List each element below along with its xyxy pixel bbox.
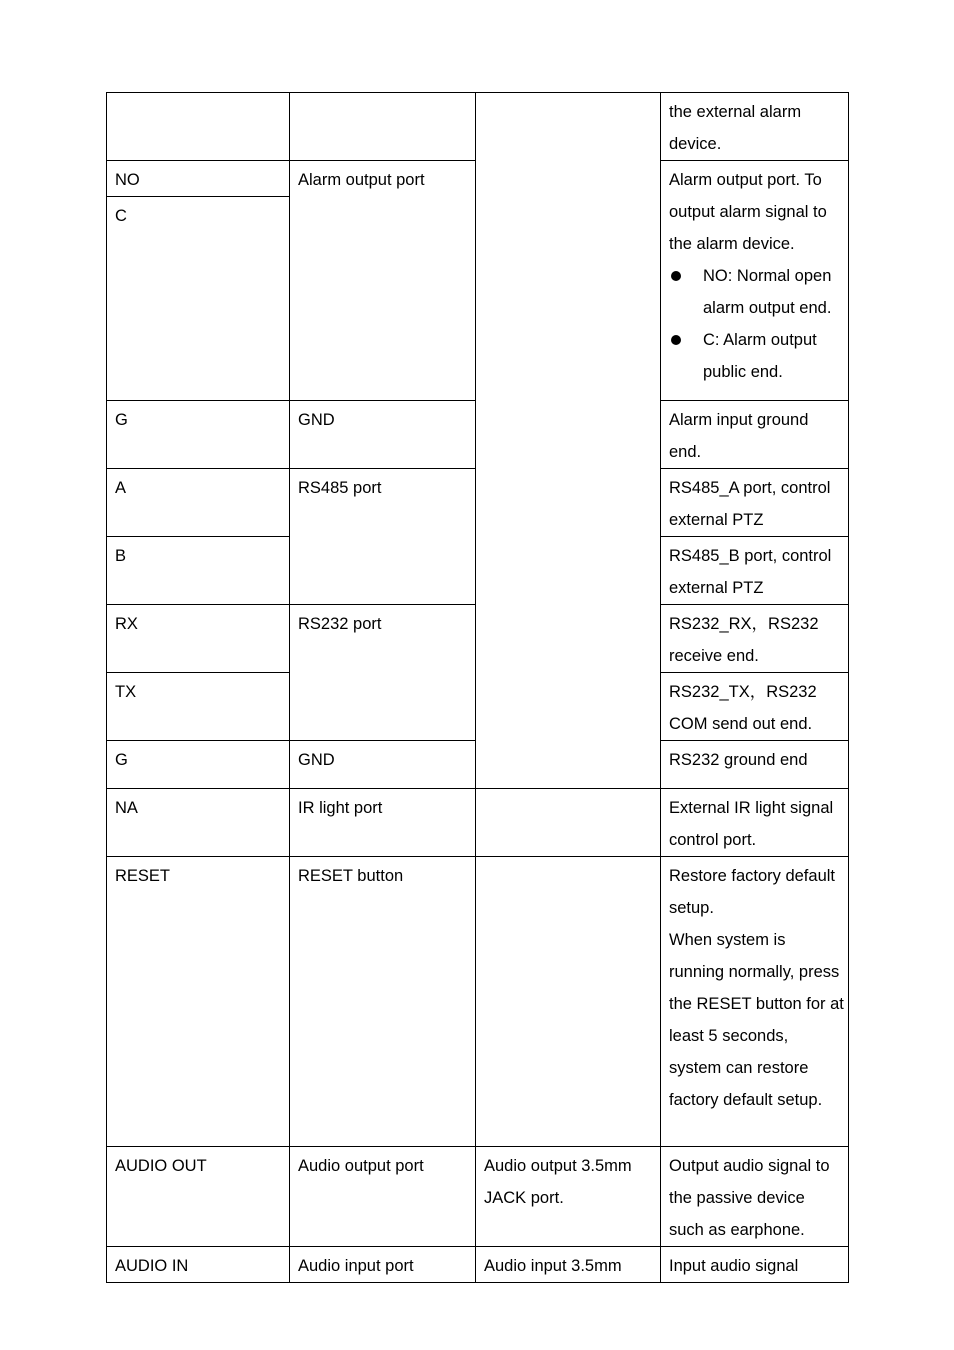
- connection-cell: Audio output 3.5mm JACK port.: [476, 1147, 661, 1247]
- port-name-cell: AUDIO IN: [107, 1247, 290, 1283]
- bullet-list: [669, 260, 844, 388]
- port-name-cell: TX: [107, 673, 290, 741]
- port-description-cell: RS485_B port, control external PTZ: [661, 537, 849, 605]
- table-row: [107, 1147, 849, 1247]
- port-function-cell: GND: [290, 741, 476, 789]
- port-function-cell: IR light port: [290, 789, 476, 857]
- description-text: When system is running normally, press the RESET button for at least 5 seconds, system can restore factory default setup.: [669, 931, 844, 1109]
- port-description-cell: [661, 161, 849, 401]
- port-function-cell: Audio input port: [290, 1247, 476, 1283]
- port-description-cell: RS232_RX，RS232 receive end.: [661, 605, 849, 673]
- table-row: [107, 93, 849, 161]
- table-row: [107, 789, 849, 857]
- connection-cell: [476, 789, 661, 857]
- port-function-cell: [290, 93, 476, 161]
- connection-cell: Audio input 3.5mm: [476, 1247, 661, 1283]
- port-description-cell: Alarm input ground end.: [661, 401, 849, 469]
- port-name-cell: C: [107, 197, 290, 401]
- port-description-cell: RS232_TX，RS232 COM send out end.: [661, 673, 849, 741]
- bullet-item: NO: Normal open alarm output end.: [669, 260, 844, 324]
- port-description-cell: the external alarm device.: [661, 93, 849, 161]
- port-description-table: [106, 92, 849, 1283]
- port-name-cell: RX: [107, 605, 290, 673]
- description-text: Restore factory default setup.: [669, 867, 835, 917]
- port-name-cell: B: [107, 537, 290, 605]
- port-description-cell: External IR light signal control port.: [661, 789, 849, 857]
- connection-cell: [476, 857, 661, 1147]
- connection-cell: [476, 93, 661, 789]
- port-function-cell: Alarm output port: [290, 161, 476, 401]
- port-name-cell: G: [107, 401, 290, 469]
- port-name-cell: RESET: [107, 857, 290, 1147]
- port-function-cell: RS232 port: [290, 605, 476, 741]
- port-name-cell: G: [107, 741, 290, 789]
- table-row: [107, 1247, 849, 1283]
- port-description-cell: Output audio signal to the passive device such as earphone.: [661, 1147, 849, 1247]
- description-text: Alarm output port. To output alarm signal to the alarm device.: [669, 171, 827, 253]
- port-description-cell: Input audio signal: [661, 1247, 849, 1283]
- port-name-cell: [107, 93, 290, 161]
- port-description-cell: RS485_A port, control external PTZ: [661, 469, 849, 537]
- port-description-cell: [661, 857, 849, 1147]
- port-function-cell: RESET button: [290, 857, 476, 1147]
- port-name-cell: AUDIO OUT: [107, 1147, 290, 1247]
- port-name-cell: A: [107, 469, 290, 537]
- port-function-cell: RS485 port: [290, 469, 476, 605]
- bullet-item: C: Alarm output public end.: [669, 324, 844, 388]
- table-row: [107, 857, 849, 1147]
- port-description-cell: RS232 ground end: [661, 741, 849, 789]
- port-name-cell: NA: [107, 789, 290, 857]
- port-name-cell: NO: [107, 161, 290, 197]
- port-function-cell: Audio output port: [290, 1147, 476, 1247]
- port-function-cell: GND: [290, 401, 476, 469]
